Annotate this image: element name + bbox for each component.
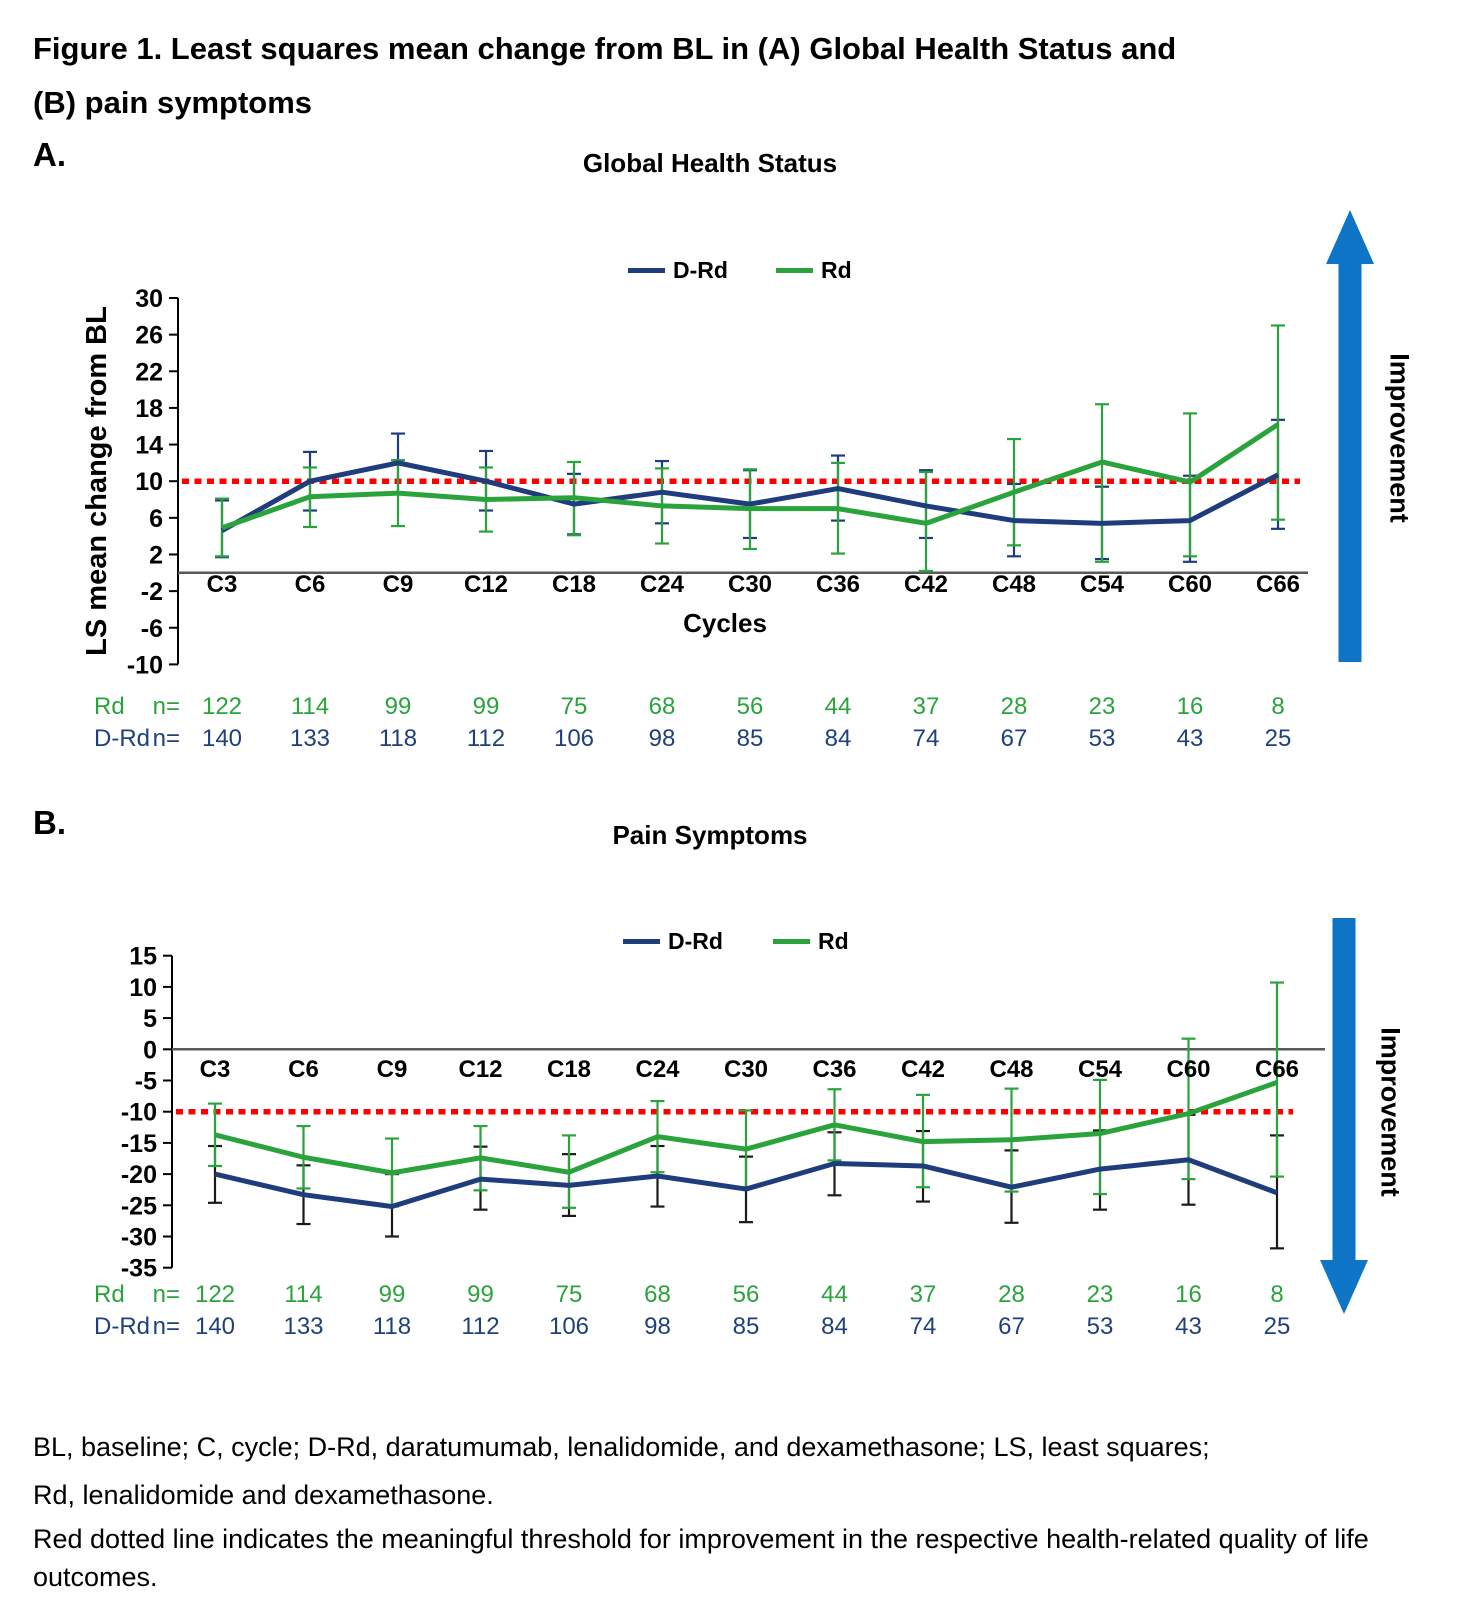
x-category-label: C30 <box>727 571 773 598</box>
n-value: 85 <box>732 1313 760 1340</box>
n-value: 140 <box>194 1313 236 1340</box>
n-row-eq: n= <box>152 725 180 752</box>
y-tick-label: 15 <box>129 942 157 971</box>
n-value: 74 <box>909 1313 937 1340</box>
x-category-label: C30 <box>723 1056 769 1083</box>
d-rd-legend-swatch <box>628 268 665 273</box>
n-value: 99 <box>384 693 412 720</box>
x-category-label: C3 <box>206 571 238 598</box>
n-value: 114 <box>284 1281 323 1308</box>
n-value: 68 <box>648 693 676 720</box>
x-axis-title: Cycles <box>683 608 767 638</box>
n-value: 84 <box>824 725 852 752</box>
n-row-d-rd <box>80 725 1380 755</box>
n-value: 28 <box>998 1281 1025 1308</box>
rd-legend-label: Rd <box>821 257 852 283</box>
y-tick-label: -30 <box>120 1223 157 1252</box>
n-value: 98 <box>648 725 676 752</box>
footer-threshold-note-line1: Red dotted line indicates the meaningful threshold for improvement in the respective health-related quality of life <box>33 1524 1369 1554</box>
improvement-up-arrow-shape <box>1326 210 1374 662</box>
n-value: 112 <box>461 1313 500 1340</box>
rd-legend-label: Rd <box>818 928 849 954</box>
y-tick-label: -10 <box>126 651 163 680</box>
n-value: 56 <box>736 693 764 720</box>
n-value: 44 <box>821 1281 848 1308</box>
panel-a-letter: A. <box>33 136 66 173</box>
figure-title <box>33 22 1176 130</box>
global-health-status-chart <box>80 280 1340 680</box>
y-tick-label: -10 <box>120 1098 157 1127</box>
n-value: 133 <box>283 1313 324 1340</box>
panel-b-title: Pain Symptoms <box>612 820 808 850</box>
n-row-d-rd <box>80 1313 1380 1343</box>
n-value: 23 <box>1088 693 1116 720</box>
n-value: 140 <box>201 725 243 752</box>
n-value: 84 <box>821 1313 848 1340</box>
x-category-label: C24 <box>635 1056 680 1083</box>
x-category-label: C18 <box>551 571 597 598</box>
n-value: 99 <box>378 1281 406 1308</box>
x-category-label: C60 <box>1167 571 1213 598</box>
x-category-label: C48 <box>989 1056 1034 1083</box>
y-tick-label: -15 <box>120 1129 157 1158</box>
y-tick-label: 22 <box>135 358 163 387</box>
footer-abbreviations-line2: Rd, lenalidomide and dexamethasone. <box>33 1480 494 1510</box>
n-row-label <box>94 1313 180 1341</box>
rd-legend-swatch <box>776 268 813 273</box>
n-value: 98 <box>644 1313 671 1340</box>
n-value: 43 <box>1176 725 1204 752</box>
n-row-rd <box>80 1281 1380 1311</box>
x-category-label: C42 <box>903 571 949 598</box>
improvement-down-arrow-shape <box>1320 918 1368 1314</box>
n-value: 25 <box>1264 725 1292 752</box>
x-category-label: C9 <box>382 571 414 598</box>
y-tick-label: 10 <box>129 973 157 1002</box>
x-category-label: C3 <box>199 1056 231 1083</box>
y-tick-label: -6 <box>140 614 163 643</box>
n-value: 37 <box>912 693 940 720</box>
n-value: 53 <box>1086 1313 1114 1340</box>
n-value: 106 <box>553 725 595 752</box>
y-tick-label: 10 <box>135 468 163 497</box>
n-row-drug-name: Rd <box>94 693 125 720</box>
n-value: 74 <box>912 725 940 752</box>
y-tick-label: -25 <box>120 1192 157 1221</box>
x-category-label: C48 <box>991 571 1037 598</box>
n-value: 16 <box>1175 1281 1202 1308</box>
panel-b-letter: B. <box>33 804 66 841</box>
n-value: 16 <box>1176 693 1204 720</box>
n-value: 56 <box>732 1281 760 1308</box>
n-row-eq: n= <box>152 693 180 720</box>
n-value: 112 <box>466 725 506 752</box>
improvement-label-b: Improvement <box>1375 1027 1406 1197</box>
n-value: 122 <box>194 1281 236 1308</box>
n-value: 118 <box>378 725 418 752</box>
footer-abbreviations-line1: BL, baseline; C, cycle; D-Rd, daratumumab, lenalidomide, and dexamethasone; LS, least squares; <box>33 1432 1210 1462</box>
n-value: 118 <box>372 1313 412 1340</box>
n-value: 122 <box>201 693 243 720</box>
x-category-label: C66 <box>1255 571 1301 598</box>
improvement-up-arrow <box>1322 210 1378 662</box>
x-category-label: C54 <box>1077 1056 1123 1083</box>
improvement-down-arrow <box>1316 918 1372 1314</box>
y-tick-label: 2 <box>149 541 163 570</box>
y-tick-label: 0 <box>143 1036 157 1065</box>
n-value: 75 <box>560 693 588 720</box>
figure-title-line2: (B) pain symptoms <box>33 85 313 120</box>
x-category-label: C18 <box>546 1056 592 1083</box>
x-category-label: C54 <box>1079 571 1125 598</box>
x-category-label: C60 <box>1166 1056 1211 1083</box>
y-tick-label: 30 <box>135 285 163 313</box>
x-category-label: C6 <box>294 571 326 598</box>
n-row-label <box>94 1281 180 1309</box>
n-row-label <box>94 725 180 753</box>
n-value: 114 <box>290 693 330 720</box>
y-tick-label: 18 <box>135 394 163 423</box>
y-tick-label: -2 <box>140 578 163 607</box>
n-value: 8 <box>1270 1281 1284 1308</box>
pain-symptoms-chart <box>80 925 1340 1295</box>
y-tick-label: -5 <box>134 1067 157 1096</box>
n-value: 68 <box>644 1281 671 1308</box>
n-value: 28 <box>1000 693 1028 720</box>
n-value: 99 <box>467 1281 494 1308</box>
n-value: 106 <box>548 1313 590 1340</box>
y-tick-label: 26 <box>135 321 163 350</box>
n-row-rd <box>80 693 1380 723</box>
x-category-label: C12 <box>463 571 509 598</box>
x-category-label: C42 <box>900 1056 946 1083</box>
x-category-label: C9 <box>376 1056 408 1083</box>
n-value: 85 <box>736 725 764 752</box>
n-row-drug-name: D-Rd <box>94 1313 151 1340</box>
y-tick-label: 5 <box>143 1005 157 1034</box>
x-category-label: C12 <box>458 1056 503 1083</box>
footer-threshold-note-line2: outcomes. <box>33 1562 158 1592</box>
n-value: 8 <box>1271 693 1285 720</box>
improvement-label-a: Improvement <box>1384 353 1415 523</box>
n-row-label <box>94 693 180 721</box>
n-value: 75 <box>555 1281 583 1308</box>
d-rd-legend-label: D-Rd <box>673 257 728 283</box>
n-value: 23 <box>1086 1281 1114 1308</box>
n-value: 133 <box>289 725 331 752</box>
n-row-drug-name: D-Rd <box>94 725 151 752</box>
x-category-label: C6 <box>288 1056 319 1083</box>
y-axis-title: LS mean change from BL <box>81 306 113 656</box>
y-tick-label: 14 <box>135 431 163 460</box>
n-value: 67 <box>1000 725 1028 752</box>
n-row-eq: n= <box>152 1313 180 1340</box>
y-tick-label: 6 <box>149 504 163 533</box>
n-value: 99 <box>472 693 500 720</box>
x-category-label: C24 <box>639 571 685 598</box>
figure-title-line1: Figure 1. Least squares mean change from BL in (A) Global Health Status and <box>33 31 1177 66</box>
y-tick-label: -20 <box>120 1161 157 1190</box>
n-value: 37 <box>909 1281 937 1308</box>
x-category-label: C36 <box>815 571 861 598</box>
x-category-label: C66 <box>1254 1056 1300 1083</box>
y-tick-label: -35 <box>120 1254 157 1283</box>
n-value: 44 <box>824 693 852 720</box>
x-category-label: C36 <box>812 1056 857 1083</box>
n-value: 43 <box>1175 1313 1202 1340</box>
n-row-eq: n= <box>152 1281 180 1308</box>
n-value: 53 <box>1088 725 1116 752</box>
panel-a-title: Global Health Status <box>582 148 838 178</box>
n-row-drug-name: Rd <box>94 1281 125 1308</box>
d-rd-legend-label: D-Rd <box>668 928 723 954</box>
n-value: 67 <box>998 1313 1025 1340</box>
n-value: 25 <box>1263 1313 1291 1340</box>
